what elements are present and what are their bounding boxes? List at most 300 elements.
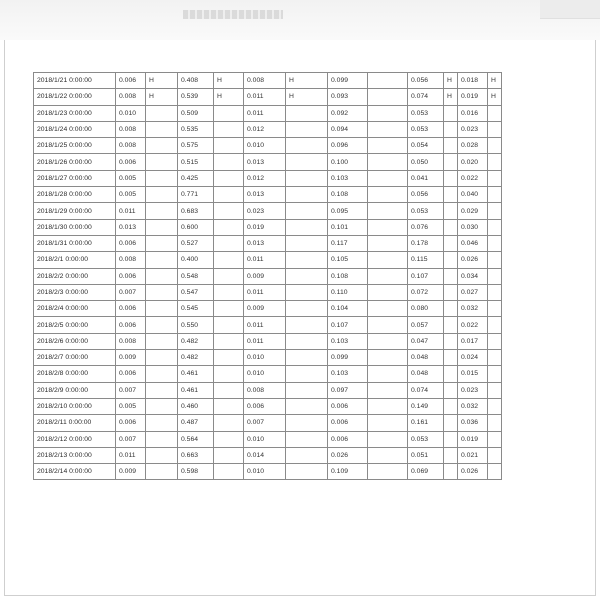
value-cell: 0.027 [458,284,488,300]
value-cell: 0.006 [328,398,368,414]
value-cell: 0.008 [244,382,286,398]
value-cell [444,252,458,268]
value-cell [214,105,244,121]
value-cell: H [444,89,458,105]
value-cell [444,105,458,121]
value-cell: 0.006 [328,415,368,431]
value-cell [286,252,328,268]
value-cell: 0.036 [458,415,488,431]
value-cell [214,170,244,186]
value-cell: 0.048 [408,350,444,366]
value-cell: 0.047 [408,333,444,349]
table-row [34,284,502,300]
value-cell: 0.053 [408,121,444,137]
value-cell: 0.013 [244,187,286,203]
value-cell: H [444,73,458,89]
value-cell [214,431,244,447]
value-cell: 0.076 [408,219,444,235]
value-cell [488,415,502,431]
value-cell [214,350,244,366]
table-row [34,138,502,154]
value-cell [146,203,178,219]
value-cell: 0.575 [178,138,214,154]
value-cell [286,333,328,349]
value-cell [368,415,408,431]
value-cell: 0.509 [178,105,214,121]
value-cell: 0.069 [408,464,444,480]
value-cell [146,350,178,366]
value-cell [146,415,178,431]
value-cell: 0.461 [178,366,214,382]
value-cell: 0.009 [244,301,286,317]
value-cell [488,121,502,137]
value-cell [488,268,502,284]
value-cell [368,73,408,89]
value-cell: 0.008 [116,252,146,268]
value-cell [368,350,408,366]
value-cell: 0.010 [244,138,286,154]
value-cell [444,170,458,186]
value-cell: 0.007 [244,415,286,431]
value-cell [488,301,502,317]
table-row [34,235,502,251]
value-cell [368,333,408,349]
value-cell: 0.545 [178,301,214,317]
value-cell [444,317,458,333]
value-cell: 0.008 [116,333,146,349]
value-cell: 0.107 [328,317,368,333]
value-cell: 0.022 [458,170,488,186]
value-cell [488,447,502,463]
value-cell [146,170,178,186]
value-cell: 0.011 [244,333,286,349]
value-cell: H [286,73,328,89]
value-cell: 0.005 [116,170,146,186]
value-cell [444,154,458,170]
table-row [34,219,502,235]
value-cell [368,219,408,235]
date-cell: 2018/2/1 0:00:00 [34,252,116,268]
value-cell: 0.107 [408,268,444,284]
value-cell: 0.011 [244,317,286,333]
value-cell [488,138,502,154]
value-cell [444,333,458,349]
value-cell: 0.005 [116,398,146,414]
value-cell: 0.080 [408,301,444,317]
value-cell: 0.026 [328,447,368,463]
value-cell [146,333,178,349]
value-cell: 0.032 [458,301,488,317]
value-cell: 0.074 [408,89,444,105]
value-cell: 0.535 [178,121,214,137]
measurement-table [33,72,502,480]
value-cell: 0.051 [408,447,444,463]
date-cell: 2018/2/3 0:00:00 [34,284,116,300]
value-cell: 0.013 [244,235,286,251]
data-table-container [33,72,502,480]
value-cell [444,219,458,235]
value-cell: 0.032 [458,398,488,414]
value-cell [444,301,458,317]
value-cell: 0.108 [328,268,368,284]
value-cell: 0.010 [244,431,286,447]
value-cell [488,154,502,170]
value-cell [286,154,328,170]
value-cell [368,138,408,154]
table-row [34,382,502,398]
value-cell: 0.053 [408,105,444,121]
value-cell: 0.482 [178,333,214,349]
value-cell [368,464,408,480]
value-cell [286,447,328,463]
value-cell: 0.011 [116,447,146,463]
value-cell: 0.149 [408,398,444,414]
value-cell [488,219,502,235]
value-cell [444,187,458,203]
value-cell: 0.007 [116,284,146,300]
date-cell: 2018/2/13 0:00:00 [34,447,116,463]
value-cell: 0.006 [244,398,286,414]
table-row [34,154,502,170]
date-cell: 2018/2/10 0:00:00 [34,398,116,414]
value-cell: 0.006 [116,235,146,251]
value-cell: 0.056 [408,187,444,203]
value-cell [444,268,458,284]
table-row [34,333,502,349]
table-row [34,464,502,480]
value-cell [368,105,408,121]
value-cell [444,366,458,382]
value-cell [368,170,408,186]
value-cell: 0.109 [328,464,368,480]
value-cell: H [286,89,328,105]
value-cell [146,138,178,154]
table-row [34,350,502,366]
value-cell [444,447,458,463]
value-cell: 0.023 [458,382,488,398]
value-cell: 0.008 [116,89,146,105]
value-cell: 0.683 [178,203,214,219]
value-cell [488,464,502,480]
value-cell [286,317,328,333]
date-cell: 2018/1/26 0:00:00 [34,154,116,170]
value-cell [286,284,328,300]
value-cell: 0.425 [178,170,214,186]
value-cell [214,415,244,431]
value-cell: 0.054 [408,138,444,154]
stamp [540,0,600,19]
value-cell [286,268,328,284]
value-cell: 0.009 [116,350,146,366]
value-cell: 0.110 [328,284,368,300]
value-cell [146,382,178,398]
value-cell [286,121,328,137]
value-cell: 0.026 [458,252,488,268]
value-cell [214,284,244,300]
value-cell: 0.050 [408,154,444,170]
value-cell [286,203,328,219]
value-cell: 0.097 [328,382,368,398]
value-cell: 0.461 [178,382,214,398]
value-cell: 0.400 [178,252,214,268]
value-cell [444,350,458,366]
value-cell: 0.013 [116,219,146,235]
value-cell: 0.161 [408,415,444,431]
value-cell: 0.006 [116,268,146,284]
value-cell: 0.072 [408,284,444,300]
value-cell [444,138,458,154]
value-cell [444,382,458,398]
value-cell [488,284,502,300]
value-cell: 0.046 [458,235,488,251]
value-cell: 0.012 [244,170,286,186]
value-cell [214,464,244,480]
value-cell: 0.017 [458,333,488,349]
value-cell: 0.010 [244,366,286,382]
value-cell: 0.048 [408,366,444,382]
value-cell [214,398,244,414]
value-cell: 0.029 [458,203,488,219]
table-row [34,252,502,268]
value-cell: 0.103 [328,333,368,349]
value-cell: 0.006 [116,73,146,89]
value-cell: 0.007 [116,431,146,447]
value-cell: 0.092 [328,105,368,121]
value-cell [146,268,178,284]
table-row [34,431,502,447]
table-row [34,105,502,121]
date-cell: 2018/2/8 0:00:00 [34,366,116,382]
value-cell [214,235,244,251]
value-cell [146,105,178,121]
value-cell: 0.053 [408,203,444,219]
value-cell [444,415,458,431]
table-row [34,415,502,431]
value-cell [368,187,408,203]
value-cell: 0.018 [458,73,488,89]
value-cell [214,447,244,463]
value-cell: 0.101 [328,219,368,235]
value-cell: 0.005 [116,187,146,203]
value-cell: 0.053 [408,431,444,447]
value-cell [368,89,408,105]
table-row [34,121,502,137]
value-cell: 0.600 [178,219,214,235]
value-cell [146,366,178,382]
value-cell [146,398,178,414]
value-cell [146,464,178,480]
value-cell [286,301,328,317]
value-cell [368,268,408,284]
value-cell [286,187,328,203]
value-cell [286,431,328,447]
value-cell [146,317,178,333]
value-cell: 0.030 [458,219,488,235]
value-cell [368,121,408,137]
value-cell: 0.103 [328,170,368,186]
value-cell: 0.041 [408,170,444,186]
value-cell [368,284,408,300]
value-cell [488,252,502,268]
value-cell: 0.564 [178,431,214,447]
value-cell [214,382,244,398]
date-cell: 2018/2/6 0:00:00 [34,333,116,349]
value-cell: 0.006 [116,154,146,170]
value-cell: 0.460 [178,398,214,414]
date-cell: 2018/2/5 0:00:00 [34,317,116,333]
document-header [0,0,600,40]
value-cell: 0.006 [116,301,146,317]
value-cell: 0.008 [244,73,286,89]
value-cell: 0.178 [408,235,444,251]
value-cell: 0.771 [178,187,214,203]
value-cell: 0.034 [458,268,488,284]
value-cell: 0.006 [116,415,146,431]
date-cell: 2018/2/4 0:00:00 [34,301,116,317]
value-cell: 0.019 [244,219,286,235]
value-cell [444,398,458,414]
value-cell [488,382,502,398]
value-cell: 0.006 [328,431,368,447]
value-cell [286,464,328,480]
date-cell: 2018/1/23 0:00:00 [34,105,116,121]
value-cell [488,187,502,203]
value-cell: 0.040 [458,187,488,203]
table-row [34,366,502,382]
value-cell: 0.028 [458,138,488,154]
value-cell [488,203,502,219]
value-cell [146,219,178,235]
table-row [34,317,502,333]
value-cell [368,317,408,333]
date-cell: 2018/1/24 0:00:00 [34,121,116,137]
value-cell: H [488,89,502,105]
logo [62,4,120,30]
date-cell: 2018/2/14 0:00:00 [34,464,116,480]
value-cell [146,284,178,300]
value-cell [286,105,328,121]
value-cell: 0.022 [458,317,488,333]
value-cell: H [146,73,178,89]
value-cell: 0.094 [328,121,368,137]
value-cell: 0.547 [178,284,214,300]
value-cell [444,235,458,251]
value-cell: H [146,89,178,105]
value-cell: 0.099 [328,350,368,366]
value-cell [368,447,408,463]
value-cell: 0.010 [116,105,146,121]
value-cell: 0.093 [328,89,368,105]
value-cell [146,121,178,137]
value-cell: 0.527 [178,235,214,251]
value-cell [488,333,502,349]
header-title [183,10,283,19]
value-cell [214,187,244,203]
date-cell: 2018/1/28 0:00:00 [34,187,116,203]
date-cell: 2018/1/31 0:00:00 [34,235,116,251]
value-cell: 0.019 [458,431,488,447]
value-cell: 0.115 [408,252,444,268]
value-cell: 0.550 [178,317,214,333]
value-cell: 0.011 [244,252,286,268]
value-cell: 0.024 [458,350,488,366]
value-cell [286,398,328,414]
value-cell: 0.006 [116,366,146,382]
value-cell: 0.012 [244,121,286,137]
value-cell: 0.010 [244,350,286,366]
value-cell [444,284,458,300]
value-cell [368,398,408,414]
value-cell [488,235,502,251]
date-cell: 2018/1/25 0:00:00 [34,138,116,154]
value-cell: 0.117 [328,235,368,251]
date-cell: 2018/2/11 0:00:00 [34,415,116,431]
value-cell: 0.482 [178,350,214,366]
date-cell: 2018/1/29 0:00:00 [34,203,116,219]
value-cell: 0.010 [244,464,286,480]
value-cell [488,366,502,382]
value-cell [368,382,408,398]
value-cell [146,252,178,268]
value-cell: H [214,73,244,89]
value-cell: 0.023 [244,203,286,219]
value-cell [214,138,244,154]
value-cell: 0.021 [458,447,488,463]
value-cell: 0.013 [244,154,286,170]
date-cell: 2018/2/2 0:00:00 [34,268,116,284]
value-cell: 0.011 [244,105,286,121]
value-cell [444,203,458,219]
value-cell: 0.008 [116,138,146,154]
value-cell [286,366,328,382]
value-cell: 0.105 [328,252,368,268]
value-cell: 0.009 [116,464,146,480]
value-cell [368,431,408,447]
value-cell [214,333,244,349]
value-cell [286,219,328,235]
value-cell: 0.515 [178,154,214,170]
value-cell: 0.011 [244,89,286,105]
value-cell: H [214,89,244,105]
value-cell [368,252,408,268]
table-row [34,73,502,89]
value-cell [488,105,502,121]
value-cell: 0.056 [408,73,444,89]
value-cell [488,350,502,366]
table-row [34,268,502,284]
value-cell: 0.598 [178,464,214,480]
value-cell [368,203,408,219]
value-cell: 0.011 [116,203,146,219]
value-cell: 0.539 [178,89,214,105]
value-cell: H [488,73,502,89]
value-cell [214,317,244,333]
value-cell: 0.009 [244,268,286,284]
value-cell [214,219,244,235]
value-cell [146,154,178,170]
value-cell [214,366,244,382]
value-cell [286,235,328,251]
value-cell: 0.100 [328,154,368,170]
value-cell: 0.548 [178,268,214,284]
value-cell [146,235,178,251]
value-cell: 0.015 [458,366,488,382]
date-cell: 2018/1/22 0:00:00 [34,89,116,105]
value-cell: 0.016 [458,105,488,121]
value-cell: 0.020 [458,154,488,170]
value-cell: 0.057 [408,317,444,333]
value-cell [146,187,178,203]
